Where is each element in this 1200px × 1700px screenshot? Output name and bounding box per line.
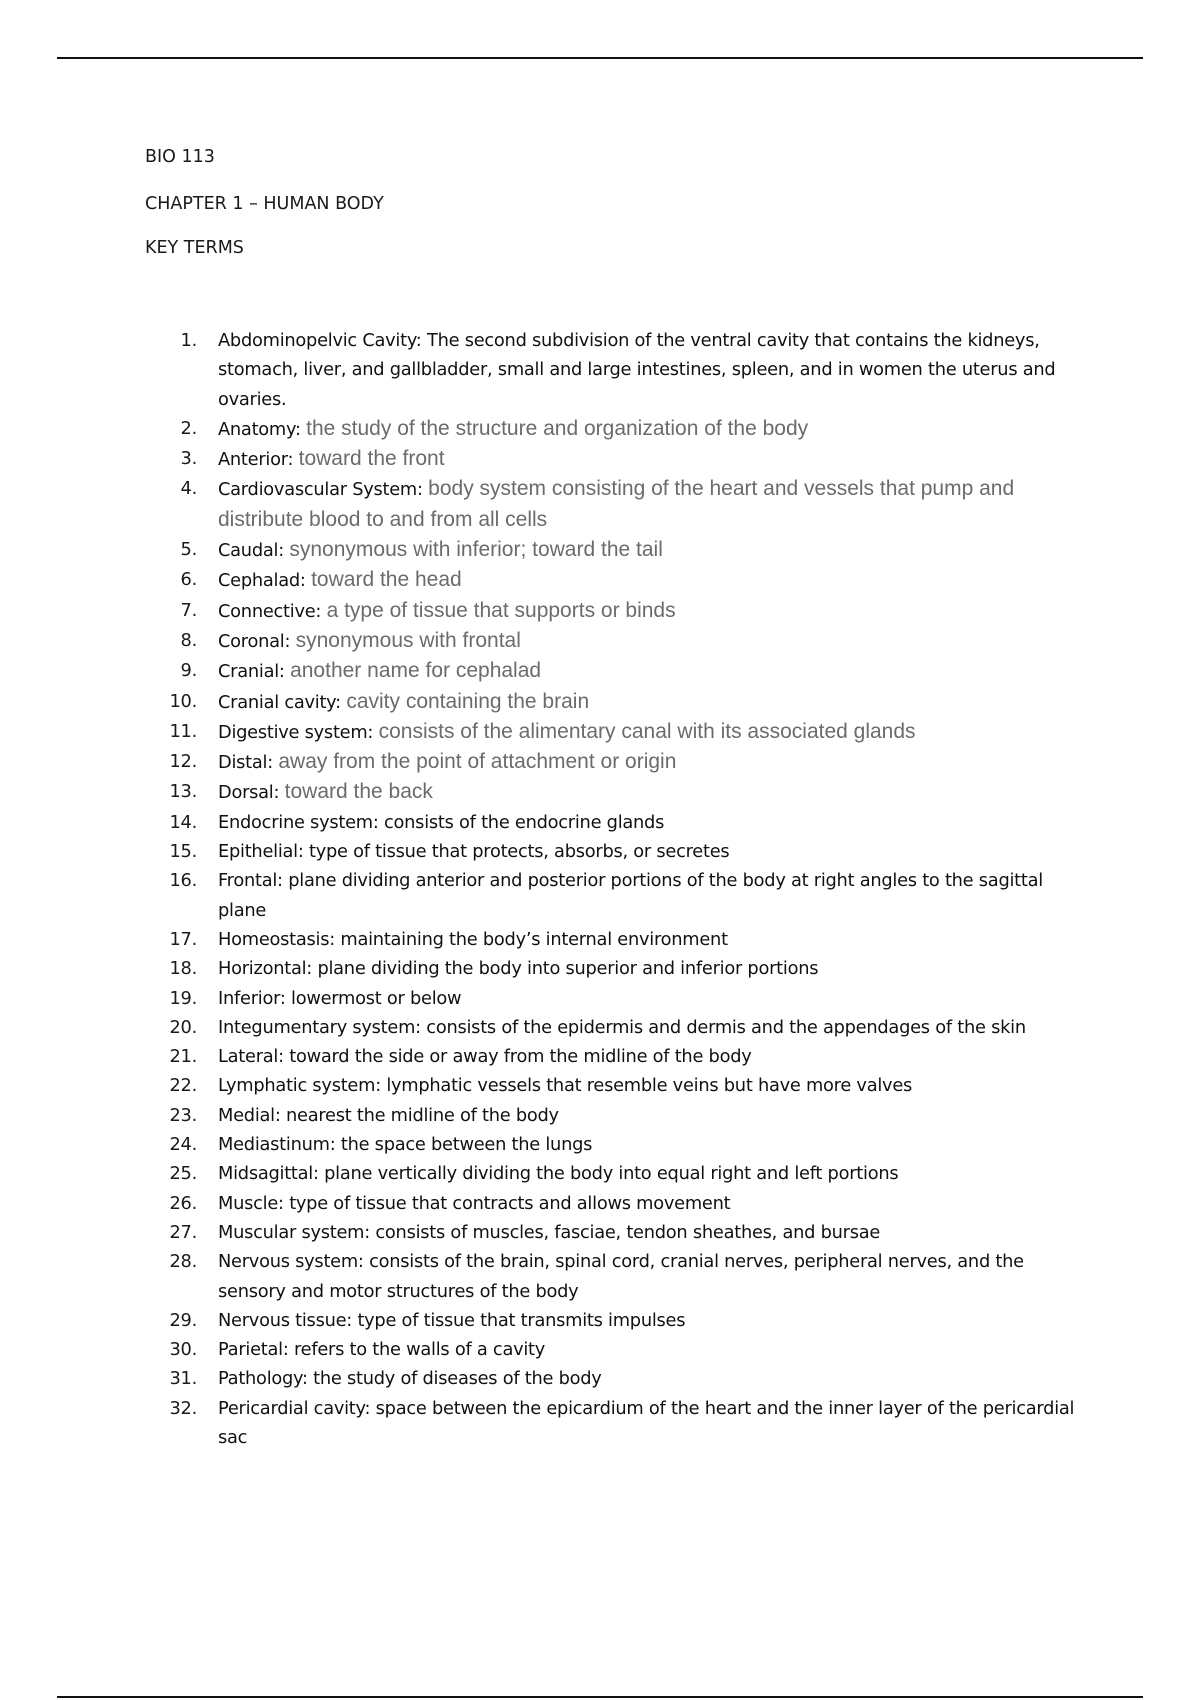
list-item-number: 3.	[180, 448, 197, 470]
term-definition: maintaining the body’s internal environment	[340, 928, 728, 950]
list-item	[145, 326, 1080, 414]
list-item	[145, 1042, 1080, 1071]
list-item	[145, 474, 1080, 535]
list-item	[145, 1306, 1080, 1335]
list-item	[145, 444, 1080, 474]
term-label: Frontal:	[218, 870, 283, 892]
list-item-number: 18.	[169, 958, 197, 980]
term-definition: plane dividing the body into superior and inferior portions	[317, 958, 819, 980]
list-item	[145, 1394, 1080, 1453]
list-item-number: 2.	[180, 417, 197, 439]
term-definition: nearest the midline of the body	[286, 1104, 559, 1126]
course-title: BIO 113	[145, 147, 215, 167]
term-label: Anterior:	[218, 449, 294, 471]
list-item-number: 7.	[180, 599, 197, 621]
list-item-number: 27.	[169, 1221, 197, 1243]
chapter-title: CHAPTER 1 – HUMAN BODY	[145, 194, 384, 214]
term-definition: type of tissue that transmits impulses	[357, 1309, 686, 1331]
term-definition: synonymous with inferior; toward the tail	[289, 538, 663, 562]
term-definition: consists of the epidermis and dermis and the appendages of the skin	[426, 1016, 1026, 1038]
list-item-number: 25.	[169, 1163, 197, 1185]
list-item-number: 1.	[180, 330, 197, 351]
list-item	[145, 656, 1080, 686]
term-label: Connective:	[218, 600, 322, 622]
list-item-number: 21.	[169, 1046, 197, 1068]
term-definition: consists of muscles, fasciae, tendon sheathes, and bursae	[375, 1221, 881, 1243]
list-item-number: 11.	[169, 720, 197, 742]
list-item-number: 13.	[169, 781, 197, 803]
list-item	[145, 1013, 1080, 1042]
list-item-number: 15.	[169, 841, 197, 863]
list-item	[145, 747, 1080, 777]
list-item	[145, 1247, 1080, 1306]
term-definition: plane vertically dividing the body into equal right and left portions	[324, 1163, 899, 1185]
list-item-number: 4.	[180, 478, 197, 500]
term-definition: The second subdivision of the ventral cavity that contains the kidneys, stomach, liver, and gallbladder, small and large intestines, spleen, and in women the uterus and ovaries.	[218, 330, 1056, 410]
term-label: Homeostasis:	[218, 928, 335, 950]
term-label: Dorsal:	[218, 782, 280, 804]
term-label: Endocrine system:	[218, 811, 379, 833]
list-item-number: 32.	[169, 1397, 197, 1419]
list-item-number: 12.	[169, 751, 197, 773]
list-item-number: 24.	[169, 1134, 197, 1156]
list-item-number: 8.	[180, 629, 197, 651]
term-definition: space between the epicardium of the heart and the inner layer of the pericardial sac	[218, 1397, 1075, 1448]
term-label: Caudal:	[218, 540, 284, 562]
term-label: Abdominopelvic Cavity:	[218, 330, 422, 351]
term-label: Horizontal:	[218, 958, 313, 980]
term-label: Cranial cavity:	[218, 691, 341, 713]
list-item	[145, 837, 1080, 866]
term-label: Cephalad:	[218, 570, 306, 592]
list-item	[145, 777, 1080, 807]
term-label: Distal:	[218, 752, 273, 774]
term-definition: away from the point of attachment or origin	[278, 750, 677, 774]
list-item	[145, 596, 1080, 626]
list-item	[145, 954, 1080, 983]
term-definition: a type of tissue that supports or binds	[326, 598, 676, 622]
term-definition: the study of diseases of the body	[313, 1368, 602, 1390]
list-item	[145, 808, 1080, 837]
list-item-number: 29.	[169, 1309, 197, 1331]
list-item	[145, 535, 1080, 565]
bottom-rule	[57, 1696, 1143, 1698]
list-item	[145, 1101, 1080, 1130]
term-label: Lymphatic system:	[218, 1075, 381, 1097]
term-definition: synonymous with frontal	[295, 628, 521, 652]
term-definition: refers to the walls of a cavity	[293, 1339, 546, 1361]
term-label: Medial:	[218, 1104, 281, 1126]
term-label: Muscle:	[218, 1192, 284, 1214]
term-definition: consists of the endocrine glands	[384, 811, 665, 833]
list-item	[145, 1189, 1080, 1218]
term-definition: toward the front	[298, 447, 445, 471]
list-item-number: 16.	[169, 870, 197, 892]
term-label: Inferior:	[218, 987, 286, 1009]
list-item-number: 19.	[169, 987, 197, 1009]
term-definition: toward the head	[311, 568, 462, 592]
list-item-number: 20.	[169, 1016, 197, 1038]
key-terms-list	[145, 326, 1080, 1452]
section-title: KEY TERMS	[145, 238, 244, 258]
list-item	[145, 414, 1080, 444]
term-definition: lymphatic vessels that resemble veins but have more valves	[386, 1075, 913, 1097]
term-label: Cardiovascular System:	[218, 479, 423, 501]
term-label: Muscular system:	[218, 1221, 370, 1243]
term-definition: lowermost or below	[291, 987, 462, 1009]
list-item-number: 6.	[180, 569, 197, 591]
list-item	[145, 1159, 1080, 1188]
term-definition: toward the back	[284, 780, 433, 804]
term-label: Integumentary system:	[218, 1016, 421, 1038]
list-item-number: 9.	[180, 660, 197, 682]
list-item	[145, 866, 1080, 925]
list-item	[145, 565, 1080, 595]
term-label: Digestive system:	[218, 721, 374, 743]
list-item	[145, 717, 1080, 747]
term-label: Pathology:	[218, 1368, 308, 1390]
term-label: Coronal:	[218, 630, 291, 652]
list-item-number: 28.	[169, 1251, 197, 1273]
term-definition: consists of the alimentary canal with its associated glands	[378, 719, 916, 743]
list-item	[145, 1364, 1080, 1393]
term-definition: toward the side or away from the midline of the body	[289, 1046, 752, 1068]
list-item-number: 22.	[169, 1075, 197, 1097]
term-label: Mediastinum:	[218, 1134, 336, 1156]
top-rule	[57, 57, 1143, 59]
list-item	[145, 1130, 1080, 1159]
term-definition: the space between the lungs	[340, 1134, 593, 1156]
list-item-number: 31.	[169, 1368, 197, 1390]
list-item	[145, 1218, 1080, 1247]
term-definition: type of tissue that contracts and allows movement	[289, 1192, 731, 1214]
term-label: Nervous system:	[218, 1251, 364, 1273]
term-definition: cavity containing the brain	[346, 689, 590, 713]
term-label: Epithelial:	[218, 841, 304, 863]
list-item-number: 10.	[169, 690, 197, 712]
list-item	[145, 687, 1080, 717]
term-definition: body system consisting of the heart and vessels that pump and distribute blood to and from all cells	[218, 477, 1015, 531]
term-label: Midsagittal:	[218, 1163, 319, 1185]
list-item	[145, 626, 1080, 656]
term-label: Lateral:	[218, 1046, 284, 1068]
list-item	[145, 1071, 1080, 1100]
term-label: Pericardial cavity:	[218, 1397, 371, 1419]
list-item	[145, 1335, 1080, 1364]
term-definition: consists of the brain, spinal cord, cranial nerves, peripheral nerves, and the sensory and motor structures of the body	[218, 1251, 1024, 1302]
list-item	[145, 984, 1080, 1013]
term-label: Cranial:	[218, 661, 285, 683]
term-definition: another name for cephalad	[290, 659, 542, 683]
list-item-number: 26.	[169, 1192, 197, 1214]
term-label: Parietal:	[218, 1339, 289, 1361]
term-label: Anatomy:	[218, 418, 301, 440]
list-item	[145, 925, 1080, 954]
term-definition: type of tissue that protects, absorbs, or secretes	[309, 841, 730, 863]
list-item-number: 23.	[169, 1104, 197, 1126]
term-definition: plane dividing anterior and posterior portions of the body at right angles to the sagittal plane	[218, 870, 1043, 921]
list-item-number: 14.	[169, 811, 197, 833]
list-item-number: 30.	[169, 1339, 197, 1361]
term-label: Nervous tissue:	[218, 1309, 353, 1331]
list-item-number: 17.	[169, 928, 197, 950]
list-item-number: 5.	[180, 539, 197, 561]
term-definition: the study of the structure and organization of the body	[306, 416, 809, 440]
